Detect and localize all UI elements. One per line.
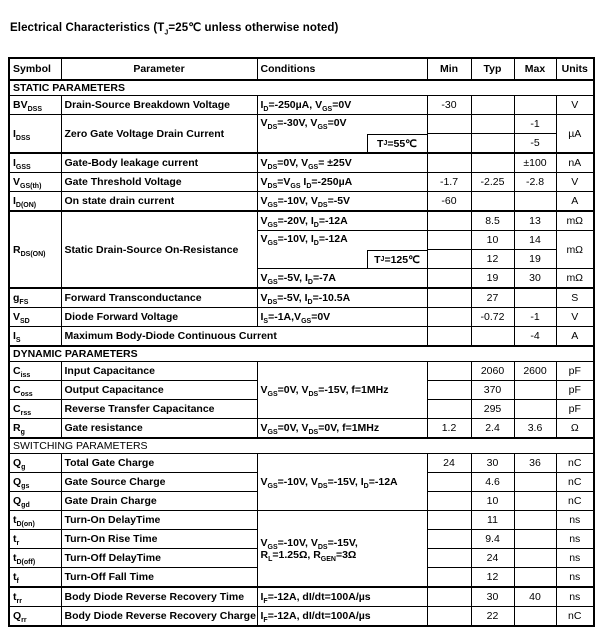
- parameter-cell: Turn-On Rise Time: [61, 530, 257, 549]
- conditions-cell: $V_{GS}=-20V$, $I_D=-12A$: [257, 211, 427, 231]
- units-cell: Ω: [556, 419, 594, 439]
- symbol-cell: $t_f$: [9, 568, 61, 588]
- symbol-cell: $Q_{gs}$: [9, 473, 61, 492]
- conditions-cell: $I_D=-250\mu A$, $V_{GS}=0V$: [257, 96, 427, 115]
- min-cell: [427, 250, 471, 269]
- conditions-cell: $V_{DS}=-5V$, $I_D=-10.5A$: [257, 288, 427, 308]
- units-cell: nC: [556, 492, 594, 511]
- symbol-cell: $t_{rr}$: [9, 587, 61, 607]
- typ-cell: [471, 192, 514, 212]
- section-label: SWITCHING PARAMETERS: [9, 438, 594, 454]
- typ-cell: 22: [471, 607, 514, 627]
- conditions-cell: $I_S=-1A,V_{GS}=0V$: [257, 308, 427, 327]
- units-cell: A: [556, 192, 594, 212]
- conditions-cell: $I_F=-12A$, dI/dt=100A/µs: [257, 587, 427, 607]
- units-cell: ns: [556, 587, 594, 607]
- electrical-characteristics-table: [8, 57, 595, 627]
- min-cell: [427, 607, 471, 627]
- section-dynamic-parameters: [9, 346, 594, 362]
- max-cell: 13: [514, 211, 556, 231]
- conditions-cell: $V_{GS}=-10V$, $V_{DS}=-5V$: [257, 192, 427, 212]
- parameter-cell: Body Diode Reverse Recovery Time: [61, 587, 257, 607]
- table-row: [9, 192, 594, 212]
- symbol-cell: $I_{D(ON)}$: [9, 192, 61, 212]
- max-cell: [514, 511, 556, 530]
- units-cell: V: [556, 308, 594, 327]
- max-cell: [514, 492, 556, 511]
- conditions-cell: $V_{GS}=-10V$, $V_{DS}=-15V$, $I_D=-12A$: [257, 454, 427, 511]
- conditions-cell: [257, 231, 427, 269]
- conditions-cell: $V_{DS}=V_{GS}$ $I_D=-250\mu A$: [257, 173, 427, 192]
- units-cell: S: [556, 288, 594, 308]
- min-cell: [427, 153, 471, 173]
- max-cell: 19: [514, 250, 556, 269]
- min-cell: -60: [427, 192, 471, 212]
- units-cell: µA: [556, 115, 594, 154]
- conditions-cell: $V_{DS}=0V$, $V_{GS}= \pm 25V$: [257, 153, 427, 173]
- conditions-cell: $V_{GS}=0V$, $V_{DS}=0V$, f=1MHz: [257, 419, 427, 439]
- parameter-cell: Turn-Off Fall Time: [61, 568, 257, 588]
- max-cell: -2.8: [514, 173, 556, 192]
- parameter-cell: Reverse Transfer Capacitance: [61, 400, 257, 419]
- conditions-cell: $I_F=-12A$, dI/dt=100A/µs: [257, 607, 427, 627]
- min-cell: [427, 308, 471, 327]
- sub-condition-box: T J =55℃: [367, 134, 427, 152]
- symbol-cell: $g_{FS}$: [9, 288, 61, 308]
- min-cell: [427, 381, 471, 400]
- min-cell: -1.7: [427, 173, 471, 192]
- parameter-cell: Static Drain-Source On-Resistance: [61, 211, 257, 288]
- parameter-cell: Input Capacitance: [61, 362, 257, 381]
- conditions-text: $V_{DS}=-30V$, $V_{GS}=0V$: [260, 117, 347, 132]
- parameter-cell: Body Diode Reverse Recovery Charge: [61, 607, 257, 627]
- table-row: [9, 419, 594, 439]
- table-row: [9, 607, 594, 627]
- parameter-cell: Output Capacitance: [61, 381, 257, 400]
- parameter-cell: Drain-Source Breakdown Voltage: [61, 96, 257, 115]
- conditions-line-1: $V_{GS}=-10V$, $V_{DS}=-15V$,: [260, 536, 358, 551]
- max-cell: -5: [514, 134, 556, 154]
- units-cell: V: [556, 96, 594, 115]
- symbol-cell: $BV_{DSS}$: [9, 96, 61, 115]
- min-cell: 1.2: [427, 419, 471, 439]
- symbol-cell: $V_{SD}$: [9, 308, 61, 327]
- header-conditions: Conditions: [257, 58, 427, 80]
- section-label: DYNAMIC PARAMETERS: [9, 346, 594, 362]
- conditions-cell: $V_{GS}=-5V$, $I_D=-7A$: [257, 269, 427, 289]
- min-cell: [427, 211, 471, 231]
- units-cell: pF: [556, 400, 594, 419]
- max-cell: 2600: [514, 362, 556, 381]
- units-cell: V: [556, 173, 594, 192]
- units-cell: ns: [556, 511, 594, 530]
- conditions-cell: [257, 115, 427, 154]
- units-cell: ns: [556, 530, 594, 549]
- symbol-cell: $I_{GSS}$: [9, 153, 61, 173]
- typ-cell: 10: [471, 492, 514, 511]
- typ-cell: 12: [471, 568, 514, 588]
- typ-cell: 12: [471, 250, 514, 269]
- typ-cell: [471, 134, 514, 154]
- min-cell: [427, 473, 471, 492]
- parameter-cell: Forward Transconductance: [61, 288, 257, 308]
- symbol-cell: $C_{iss}$: [9, 362, 61, 381]
- units-cell: mΩ: [556, 231, 594, 269]
- parameter-cell: Gate Drain Charge: [61, 492, 257, 511]
- max-cell: [514, 192, 556, 212]
- min-cell: [427, 269, 471, 289]
- symbol-cell: $t_r$: [9, 530, 61, 549]
- conditions-text: $V_{GS}=-10V$, $I_D=-12A$: [260, 233, 348, 248]
- max-cell: 30: [514, 269, 556, 289]
- min-cell: [427, 492, 471, 511]
- max-cell: ±100: [514, 153, 556, 173]
- table-row: [9, 511, 594, 530]
- parameter-cell: Gate resistance: [61, 419, 257, 439]
- units-cell: mΩ: [556, 269, 594, 289]
- typ-cell: 19: [471, 269, 514, 289]
- typ-cell: 2.4: [471, 419, 514, 439]
- table-row: [9, 362, 594, 381]
- typ-cell: [471, 153, 514, 173]
- max-cell: [514, 96, 556, 115]
- symbol-cell: $Q_{gd}$: [9, 492, 61, 511]
- units-cell: A: [556, 327, 594, 347]
- units-cell: pF: [556, 362, 594, 381]
- min-cell: -30: [427, 96, 471, 115]
- table-header-row: [9, 58, 594, 80]
- typ-cell: 10: [471, 231, 514, 250]
- parameter-cell: Gate-Body leakage current: [61, 153, 257, 173]
- min-cell: 24: [427, 454, 471, 473]
- max-cell: [514, 607, 556, 627]
- min-cell: [427, 231, 471, 250]
- header-symbol: Symbol: [9, 58, 61, 80]
- min-cell: [427, 115, 471, 134]
- symbol-cell: $V_{GS(th)}$: [9, 173, 61, 192]
- max-cell: -1: [514, 308, 556, 327]
- typ-cell: 24: [471, 549, 514, 568]
- max-cell: 3.6: [514, 419, 556, 439]
- header-min: Min: [427, 58, 471, 80]
- typ-cell: 30: [471, 454, 514, 473]
- max-cell: 36: [514, 454, 556, 473]
- table-row: [9, 587, 594, 607]
- units-cell: mΩ: [556, 211, 594, 231]
- typ-cell: -2.25: [471, 173, 514, 192]
- symbol-cell: $R_{DS(ON)}$: [9, 211, 61, 288]
- symbol-cell: $I_S$: [9, 327, 61, 347]
- typ-cell: 4.6: [471, 473, 514, 492]
- min-cell: [427, 400, 471, 419]
- table-row: [9, 454, 594, 473]
- max-cell: [514, 288, 556, 308]
- typ-cell: 295: [471, 400, 514, 419]
- units-cell: ns: [556, 549, 594, 568]
- header-max: Max: [514, 58, 556, 80]
- units-cell: nC: [556, 607, 594, 627]
- typ-cell: 27: [471, 288, 514, 308]
- typ-cell: 11: [471, 511, 514, 530]
- symbol-cell: $Q_g$: [9, 454, 61, 473]
- header-typ: Typ: [471, 58, 514, 80]
- table-row: [9, 308, 594, 327]
- table-row: [9, 173, 594, 192]
- section-switching-parameters: [9, 438, 594, 454]
- parameter-cell: Turn-Off DelayTime: [61, 549, 257, 568]
- max-cell: 40: [514, 587, 556, 607]
- max-cell: [514, 381, 556, 400]
- units-cell: nA: [556, 153, 594, 173]
- typ-cell: 9.4: [471, 530, 514, 549]
- parameter-cell: Turn-On DelayTime: [61, 511, 257, 530]
- section-static-parameters: [9, 80, 594, 96]
- table-row: [9, 115, 594, 134]
- symbol-cell: $t_{D(off)}$: [9, 549, 61, 568]
- table-row: [9, 327, 594, 347]
- typ-cell: 2060: [471, 362, 514, 381]
- min-cell: [427, 549, 471, 568]
- table-row: [9, 211, 594, 231]
- min-cell: [427, 511, 471, 530]
- parameter-cell: Zero Gate Voltage Drain Current: [61, 115, 257, 154]
- max-cell: [514, 549, 556, 568]
- sub-condition-box: T J =125℃: [367, 250, 427, 268]
- typ-cell: 370: [471, 381, 514, 400]
- table-row: [9, 96, 594, 115]
- typ-cell: 30: [471, 587, 514, 607]
- min-cell: [427, 568, 471, 588]
- table-row: [9, 288, 594, 308]
- units-cell: nC: [556, 454, 594, 473]
- symbol-cell: $C_{rss}$: [9, 400, 61, 419]
- page-title: Electrical Characteristics ($T_J=25℃$ unless otherwise noted): [10, 22, 339, 37]
- header-parameter: Parameter: [61, 58, 257, 80]
- typ-cell: [471, 115, 514, 134]
- min-cell: [427, 327, 471, 347]
- symbol-cell: $C_{oss}$: [9, 381, 61, 400]
- conditions-cell: [257, 511, 427, 588]
- parameter-cell: Gate Threshold Voltage: [61, 173, 257, 192]
- conditions-line-2: $R_L=1.25\Omega$, $R_{GEN}=3\Omega$: [260, 548, 357, 563]
- max-cell: 14: [514, 231, 556, 250]
- symbol-cell: $Q_{rr}$: [9, 607, 61, 627]
- units-cell: nC: [556, 473, 594, 492]
- max-cell: -4: [514, 327, 556, 347]
- symbol-cell: $I_{DSS}$: [9, 115, 61, 154]
- parameter-cell: On state drain current: [61, 192, 257, 212]
- max-cell: [514, 530, 556, 549]
- max-cell: [514, 568, 556, 588]
- max-cell: [514, 400, 556, 419]
- min-cell: [427, 134, 471, 154]
- table-row: [9, 153, 594, 173]
- max-cell: [514, 473, 556, 492]
- conditions-cell: $V_{GS}=0V$, $V_{DS}=-15V$, f=1MHz: [257, 362, 427, 419]
- units-cell: pF: [556, 381, 594, 400]
- typ-cell: [471, 96, 514, 115]
- section-label: STATIC PARAMETERS: [9, 80, 594, 96]
- min-cell: [427, 587, 471, 607]
- min-cell: [427, 362, 471, 381]
- typ-cell: 8.5: [471, 211, 514, 231]
- typ-cell: [471, 327, 514, 347]
- min-cell: [427, 288, 471, 308]
- typ-cell: -0.72: [471, 308, 514, 327]
- symbol-cell: $t_{D(on)}$: [9, 511, 61, 530]
- header-units: Units: [556, 58, 594, 80]
- parameter-cell: Gate Source Charge: [61, 473, 257, 492]
- parameter-cell: Total Gate Charge: [61, 454, 257, 473]
- parameter-cell: Maximum Body-Diode Continuous Current: [61, 327, 427, 347]
- symbol-cell: $R_g$: [9, 419, 61, 439]
- min-cell: [427, 530, 471, 549]
- units-cell: ns: [556, 568, 594, 588]
- max-cell: -1: [514, 115, 556, 134]
- parameter-cell: Diode Forward Voltage: [61, 308, 257, 327]
